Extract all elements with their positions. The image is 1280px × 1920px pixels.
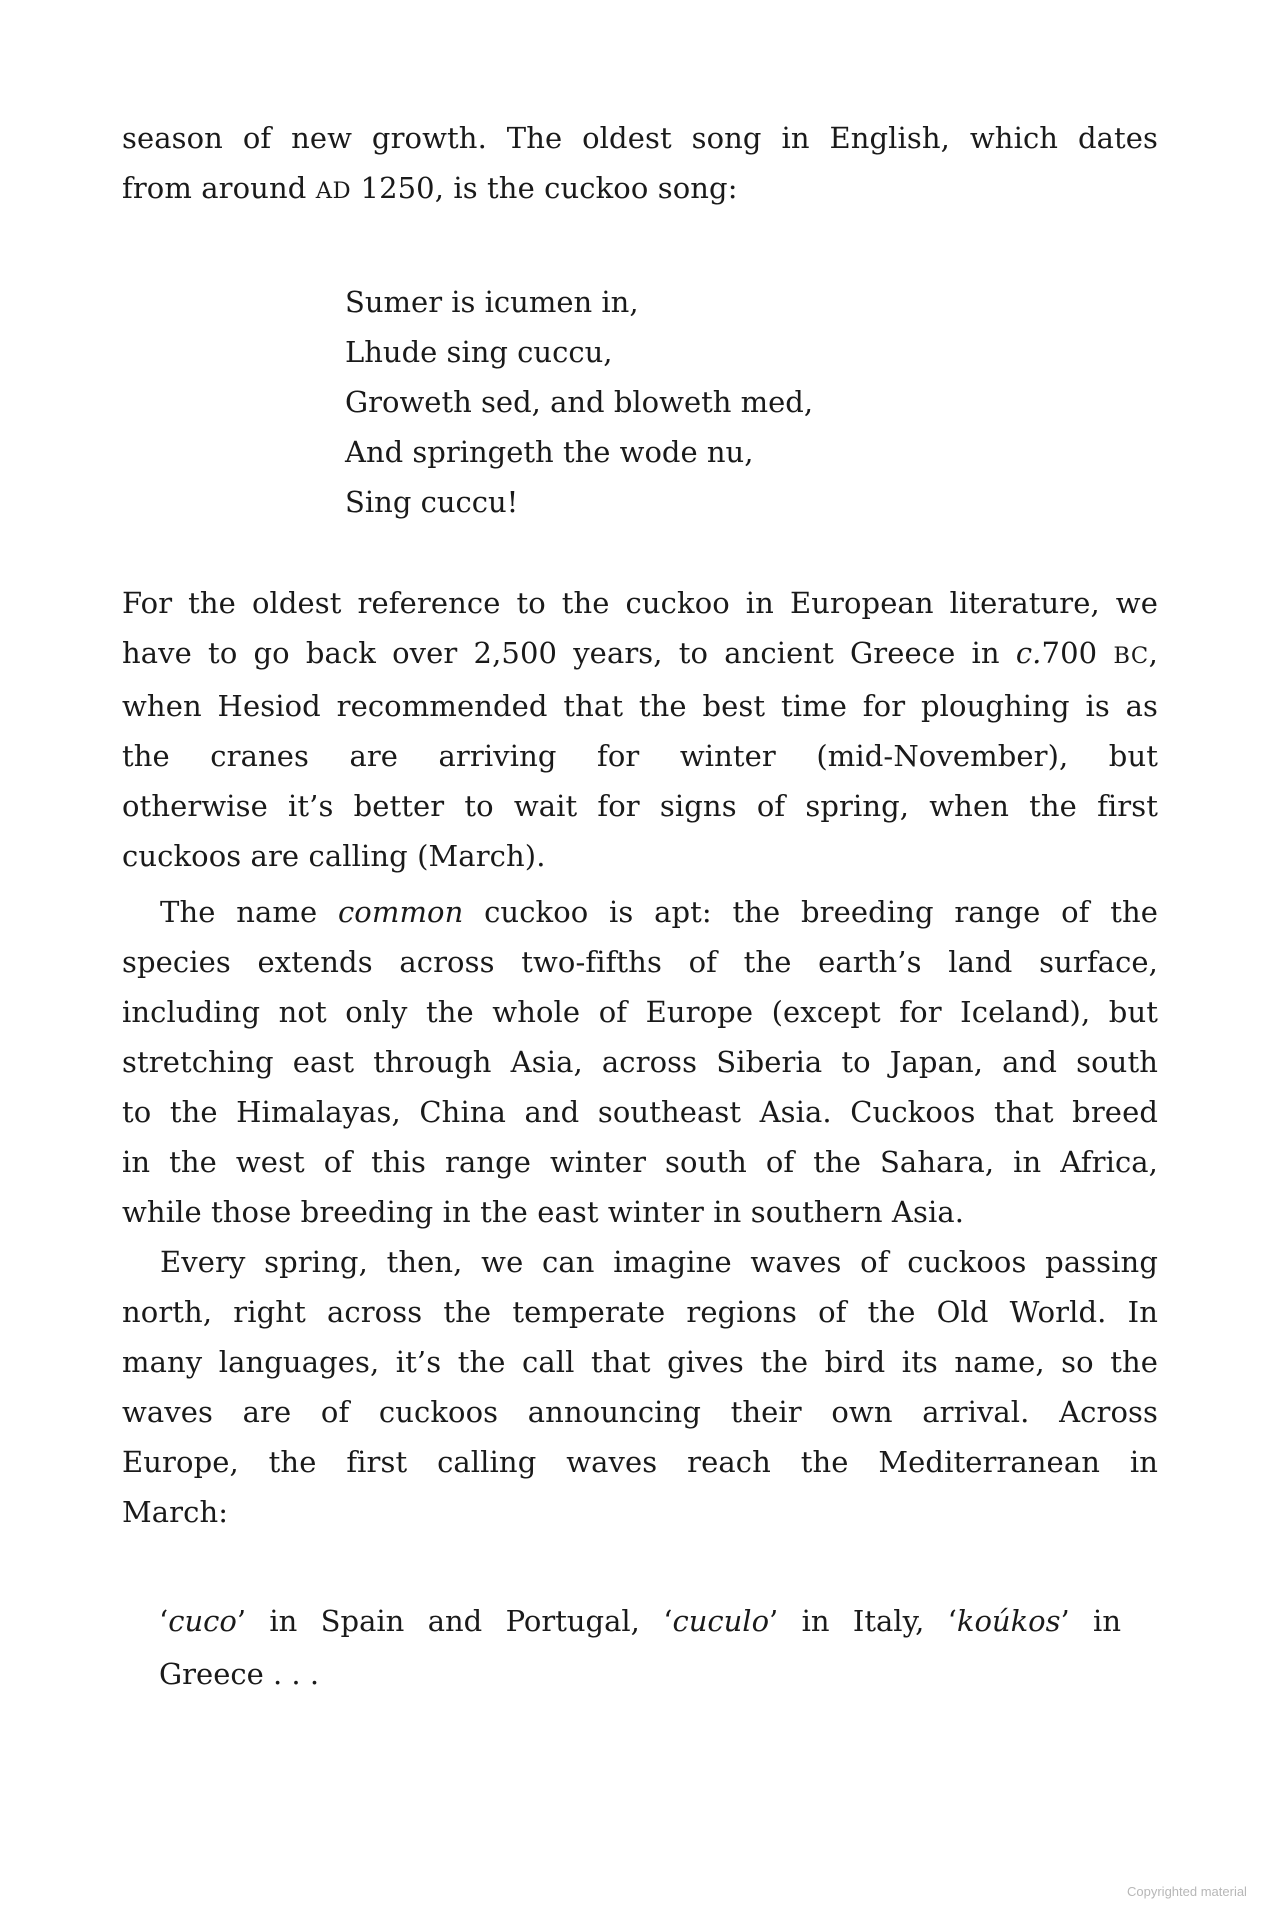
paragraph-spring-waves	[122, 1237, 1158, 1537]
copyright-notice: Copyrighted material	[1127, 1884, 1247, 1899]
text-line: March:	[122, 1495, 229, 1529]
text-line: north, right across the temperate regions of the Old World. In	[122, 1295, 1158, 1329]
text-line: have to go back over 2,500 years, to ancient Greece in c.700 BC,	[122, 636, 1158, 670]
verse-line: Sumer is icumen in,	[345, 285, 639, 319]
text-line: in the west of this range winter south of the Sahara, in Africa,	[122, 1145, 1158, 1179]
text-line: many languages, it’s the call that gives the bird its name, so the	[122, 1345, 1158, 1379]
text-line: season of new growth. The oldest song in English, which dates	[122, 121, 1158, 155]
block-quote	[159, 1595, 1121, 1701]
text-line: Every spring, then, we can imagine waves of cuckoos passing	[160, 1245, 1158, 1279]
text-line: waves are of cuckoos announcing their own arrival. Across	[122, 1395, 1158, 1429]
quote-line: ‘cuco’ in Spain and Portugal, ‘cuculo’ in Italy, ‘koúkos’ in	[159, 1604, 1122, 1638]
text-line: to the Himalayas, China and southeast Asia. Cuckoos that breed	[122, 1095, 1158, 1129]
paragraph-breeding-range	[122, 887, 1158, 1237]
text-line: while those breeding in the east winter in southern Asia.	[122, 1195, 965, 1229]
text-line: For the oldest reference to the cuckoo in European literature, we	[122, 586, 1158, 620]
text-line: from around AD 1250, is the cuckoo song:	[122, 171, 738, 205]
text-line: stretching east through Asia, across Siberia to Japan, and south	[122, 1045, 1158, 1079]
quote-line: Greece . . .	[159, 1657, 320, 1691]
verse-line: Lhude sing cuccu,	[345, 335, 613, 369]
verse-line: Groweth sed, and bloweth med,	[345, 385, 814, 419]
text-line: when Hesiod recommended that the best time for ploughing is as	[122, 689, 1158, 723]
verse-line: And springeth the wode nu,	[345, 435, 754, 469]
text-line: otherwise it’s better to wait for signs of spring, when the first	[122, 789, 1158, 823]
paragraph-hesiod	[122, 578, 1158, 881]
text-line: Europe, the first calling waves reach the Mediterranean in	[122, 1445, 1158, 1479]
text-line: including not only the whole of Europe (except for Iceland), but	[122, 995, 1158, 1029]
cuckoo-song-verse	[345, 277, 813, 527]
text-line: The name common cuckoo is apt: the breeding range of the	[160, 895, 1158, 929]
intro-paragraph	[122, 113, 1158, 216]
verse-line: Sing cuccu!	[345, 485, 519, 519]
text-line: species extends across two-fifths of the earth’s land surface,	[122, 945, 1158, 979]
text-line: cuckoos are calling (March).	[122, 839, 546, 873]
text-line: the cranes are arriving for winter (mid-November), but	[122, 739, 1158, 773]
